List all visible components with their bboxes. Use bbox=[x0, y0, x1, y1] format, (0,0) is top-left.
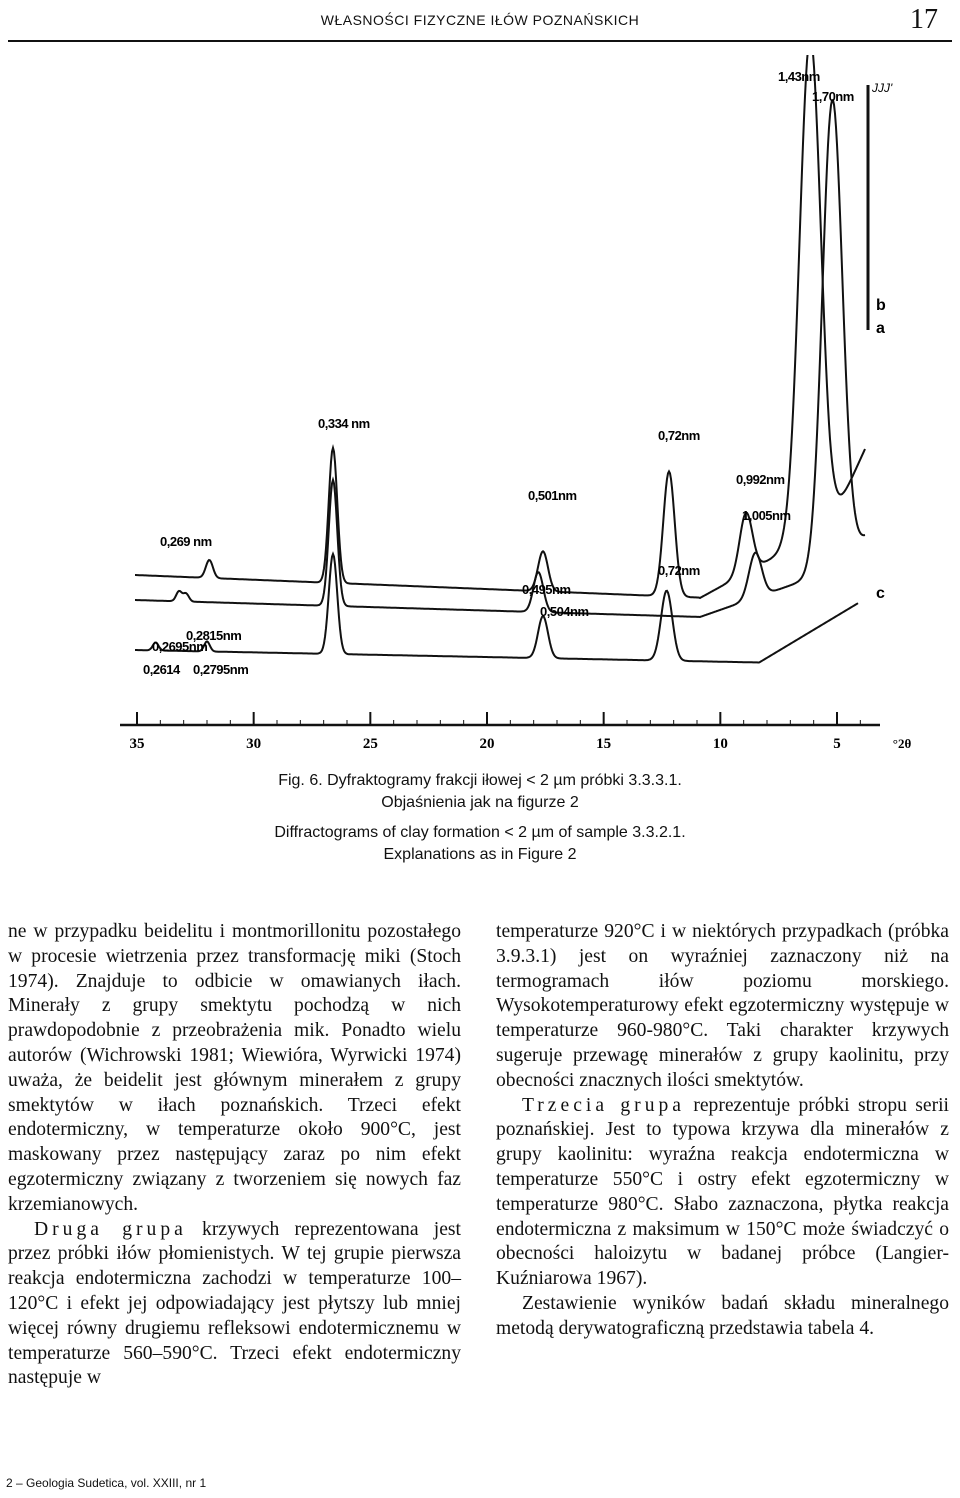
running-header-title: WŁASNOŚCI FIZYCZNE IŁÓW POZNAŃSKICH bbox=[320, 12, 640, 28]
series-label-c: c bbox=[876, 585, 885, 602]
series-label-b: b bbox=[876, 297, 886, 314]
trzecia-grupa-heading: Trzecia grupa bbox=[522, 1094, 685, 1116]
right-paragraph-3: Zestawienie wyników badań składu mineralnego metodą derywatograficzną przedstawia tabela 4. bbox=[496, 1292, 949, 1339]
peak-label-a: 1,43nm bbox=[778, 69, 820, 84]
legend-mark: JJJ' bbox=[872, 81, 893, 95]
peak-label-b: 0,2695nm bbox=[152, 639, 208, 654]
figure-caption-english bbox=[200, 822, 760, 866]
peak-label-a: 0,334 nm bbox=[318, 416, 370, 431]
peak-annotations bbox=[143, 69, 893, 677]
caption-en-line-2: Explanations as in Figure 2 bbox=[383, 846, 577, 863]
caption-pl-line-2: Objaśnienia jak na figurze 2 bbox=[381, 794, 579, 811]
left-paragraph-2 bbox=[8, 1218, 461, 1392]
peak-label-a: 0,992nm bbox=[736, 472, 785, 487]
x-axis-label: °2θ bbox=[892, 736, 912, 751]
right-paragraph-2-body: reprezentuje próbki stropu serii poznańskiej. Jest to typowa krzywa dla minerałów z grupy kaolinitu: wyraźna reakcja endotermiczna w temperaturze 550°C i ostry efekt egzotermiczny w temperaturze 980°C. Słabo zaznaczona, płytka reakcja endotermiczna z maksimum w 150°C może świadczyć o obecności haloizytu w badanej próbce (Langier-Kuźniarowa 1967). bbox=[496, 1094, 950, 1290]
header-rule bbox=[8, 40, 952, 42]
series-label-a: a bbox=[876, 320, 885, 337]
x-tick-label-20: 20 bbox=[479, 736, 495, 752]
peak-label-b: 1,70nm bbox=[812, 89, 854, 104]
peak-label-a: 0,501nm bbox=[528, 488, 577, 503]
right-paragraph-1: temperaturze 920°C i w niektórych przypadkach (próbka 3.9.3.1) jest on wyraźniej zaznaczony niż na termogramach iłów poziomu morskiego. Wysokotemperaturowy efekt egzotermiczny występuje w temperaturze 960-980°C. Taki charakter krzywych sugeruje przewagę minerałów z grupy kaolinitu, przy obecności znacznych ilości smektytów. bbox=[496, 921, 949, 1091]
peak-label-b: 0,269 nm bbox=[160, 534, 212, 549]
peak-label-c: 0,504nm bbox=[540, 604, 589, 619]
druga-grupa-heading: Druga grupa bbox=[34, 1218, 187, 1240]
two-theta-axis bbox=[120, 712, 911, 752]
left-paragraph-2-body: krzywych reprezentowana jest przez próbki iłów płomienistych. W tej grupie pierwsza reakcja endotermiczna zachodzi w temperaturze 100–120°C i efekt jej odpowiadający jest płytszy lub mniej więcej równy drugiemu refleksowi endotermicznemu w temperaturze 560–590°C. Trzeci efekt endotermiczny następuje w bbox=[8, 1218, 461, 1389]
x-tick-label-15: 15 bbox=[596, 736, 612, 752]
figure-caption-polish bbox=[200, 770, 760, 814]
x-tick-label-10: 10 bbox=[712, 736, 728, 752]
right-paragraph-2 bbox=[496, 1094, 949, 1292]
peak-label-c: 0,72nm bbox=[658, 563, 700, 578]
page-footer: 2 – Geologia Sudetica, vol. XXIII, nr 1 bbox=[6, 1476, 207, 1490]
peak-label-a: 0,72nm bbox=[658, 428, 700, 443]
diffractogram-figure bbox=[0, 55, 960, 755]
x-tick-label-35: 35 bbox=[129, 736, 145, 752]
right-text-column bbox=[496, 920, 949, 1342]
caption-en-line-1: Diffractograms of clay formation < 2 µm of sample 3.3.2.1. bbox=[274, 824, 686, 841]
caption-pl-line-1: Fig. 6. Dyfraktogramy frakcji iłowej < 2 µm próbki 3.3.3.1. bbox=[278, 772, 682, 789]
page-number: 17 bbox=[910, 4, 938, 35]
x-tick-label-30: 30 bbox=[246, 736, 262, 752]
diffractogram-curves bbox=[135, 55, 868, 663]
curve-b bbox=[135, 100, 865, 617]
peak-label-b: 0,495nm bbox=[522, 582, 571, 597]
x-tick-label-25: 25 bbox=[362, 736, 378, 752]
peak-label-b: 1,005nm bbox=[742, 508, 791, 523]
peak-label-c: 0,2614 bbox=[143, 662, 180, 677]
left-paragraph-1: ne w przypadku beidelitu i montmorillonitu pozostałego w procesie wietrzenia przez transformację miki (Stoch 1974). Znajduje to odbicie w omawianych iłach. Minerały z grupy smektytu pochodzą w nich prawdopodobnie z przeobrażenia mik. Ponadto wielu autorów (Wichrowski 1981; Wiewióra, Wyrwicki 1974) uważa, że beidelit jest głównym minerałem z grupy smektytów w iłach poznańskich. Trzeci efekt endotermiczny, w temperaturze około 900°C, jest maskowany przez następujący zaraz po nim efekt egzotermiczny związany z tworzeniem się nowych faz krzemianowych. bbox=[8, 921, 461, 1215]
peak-label-c: 0,2795nm bbox=[193, 662, 249, 677]
peak-label-a: 0,2815nm bbox=[186, 628, 242, 643]
x-tick-label-5: 5 bbox=[833, 736, 841, 752]
left-text-column bbox=[8, 920, 461, 1391]
